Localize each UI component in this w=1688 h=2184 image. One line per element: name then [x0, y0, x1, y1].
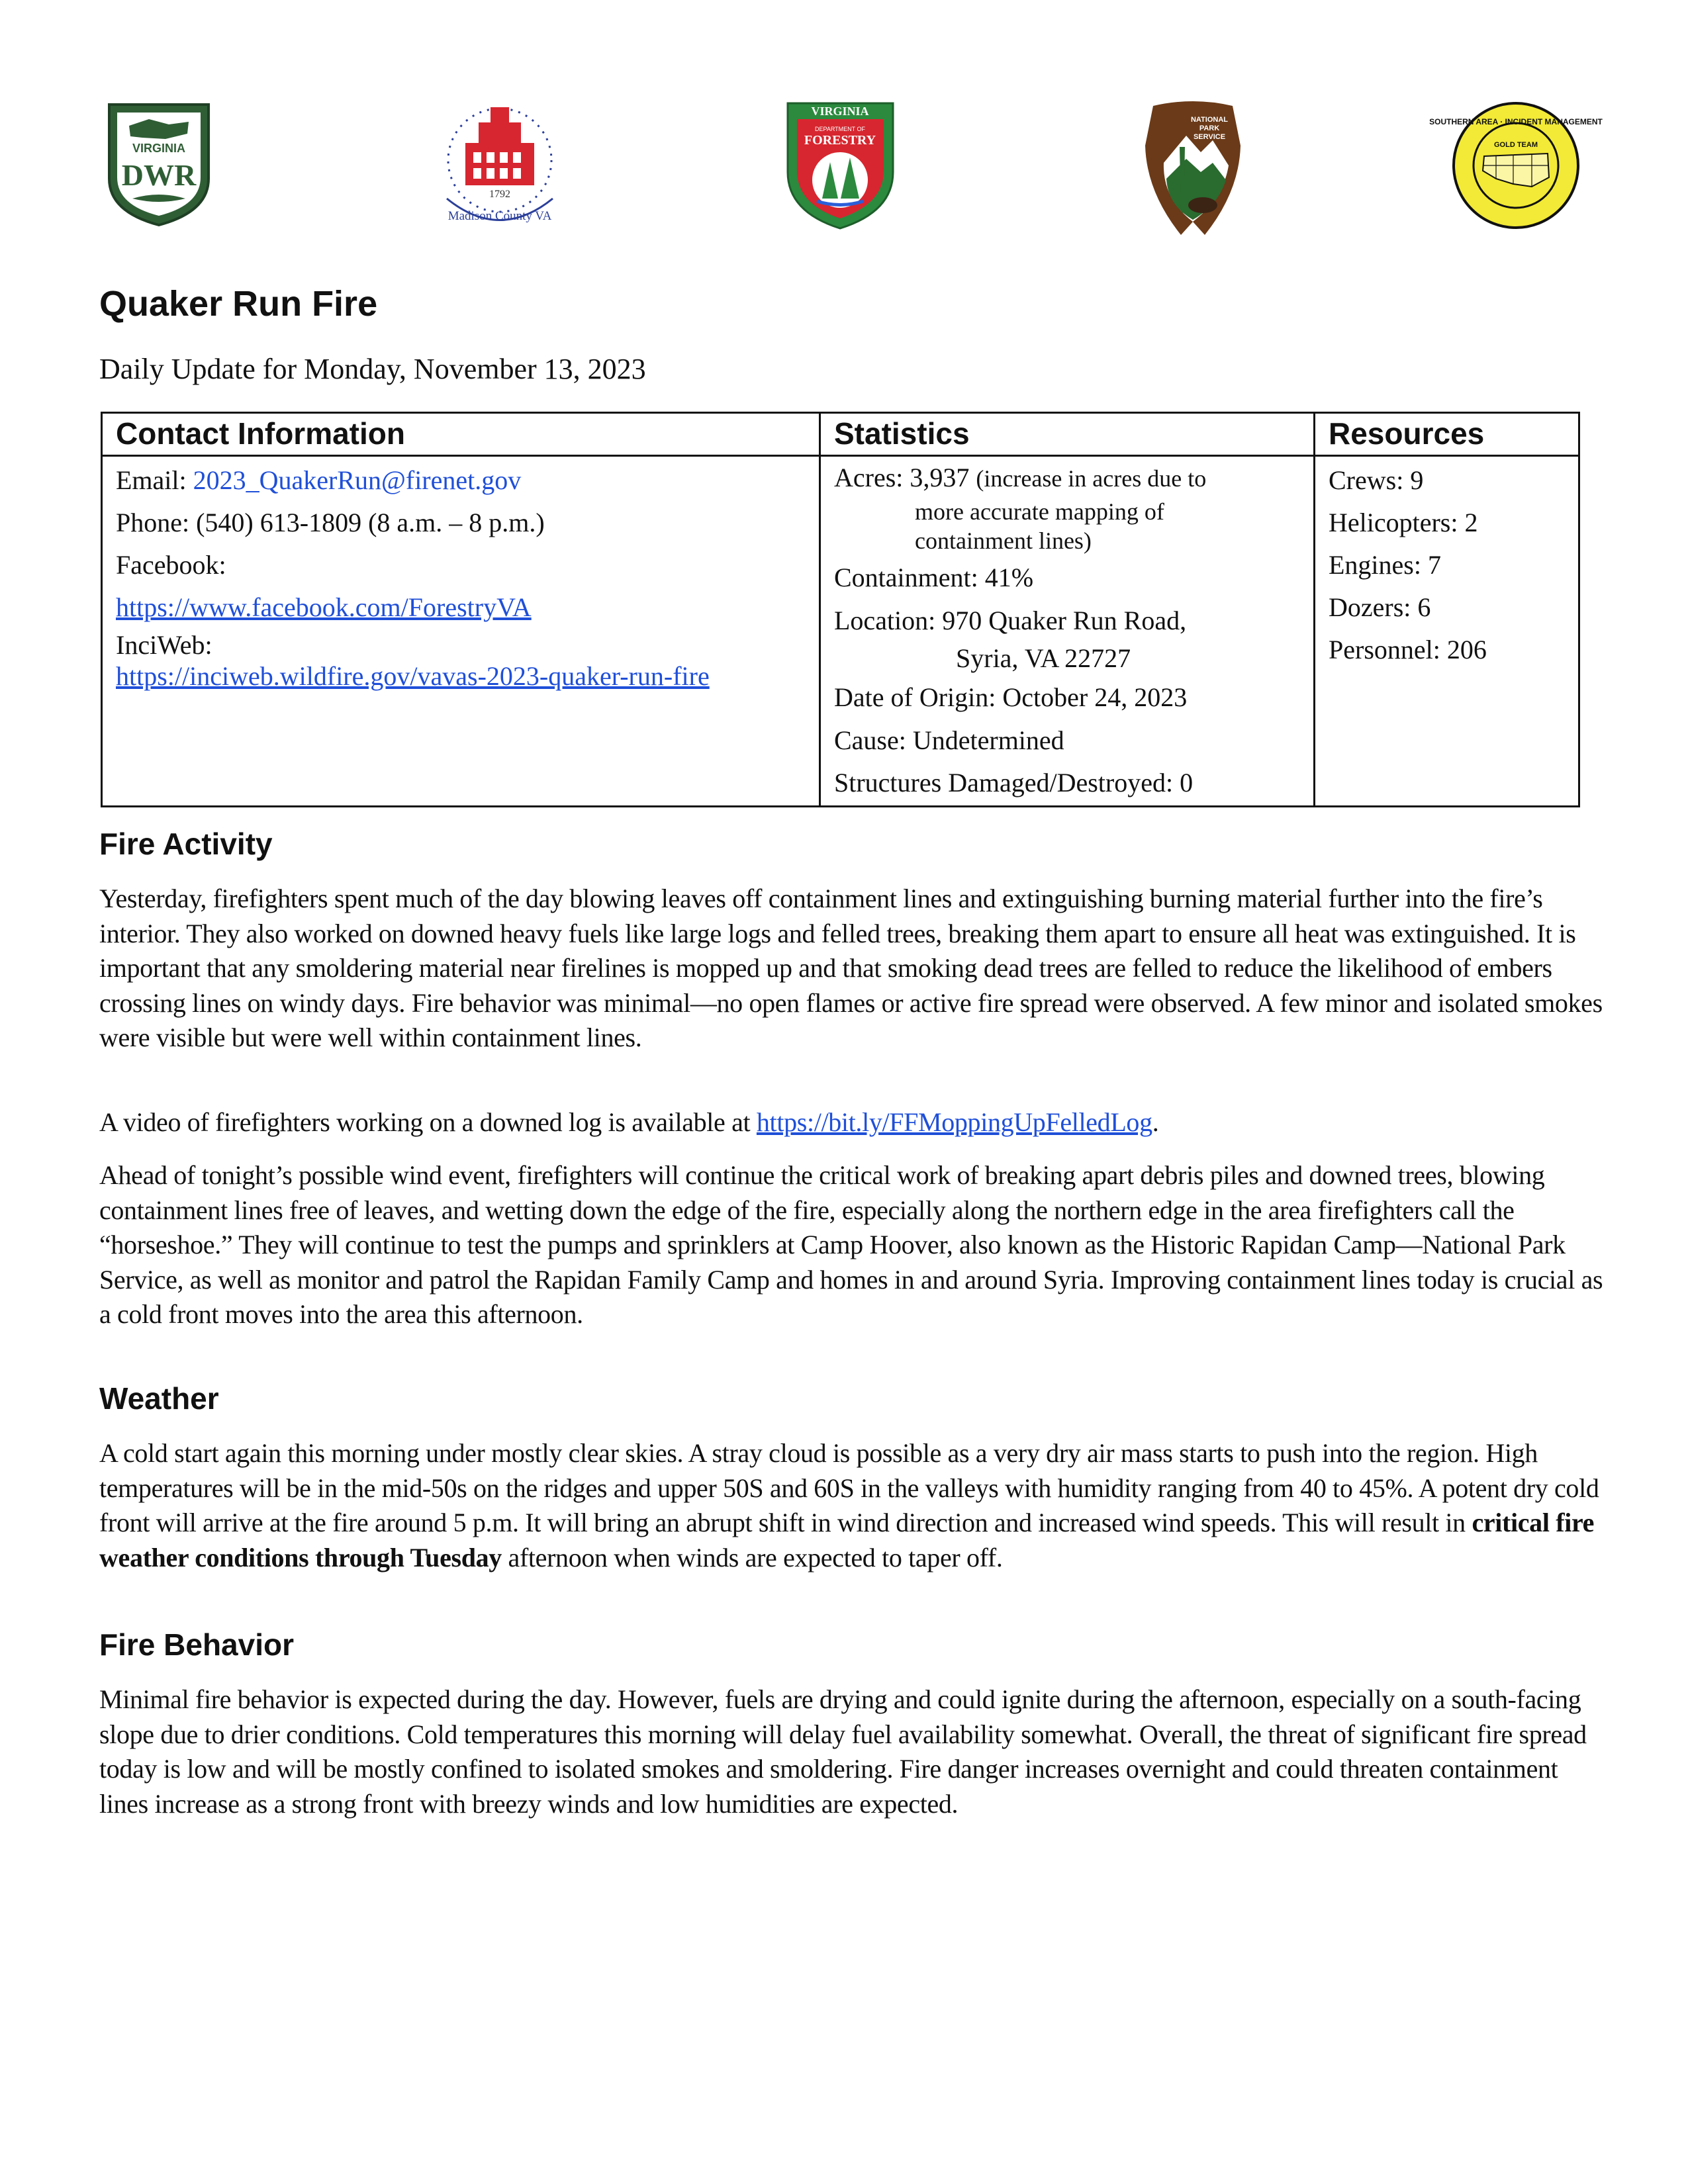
fire-behavior-paragraph: Minimal fire behavior is expected during the day. However, fuels are drying and could ignite during the afternoon, especially on a south-facing slope due to drier conditions. Cold temperatures this morning will delay fuel availability somewhat. Overall, the threat of significant fire spread today is low and will be mostly confined to isolated smokes and smoldering. Fire danger increases overnight and could threaten containment lines increase as a strong front with breezy winds and low humidities are expected. — [99, 1684, 1587, 1819]
fire-activity-paragraph-1: Yesterday, firefighters spent much of the day blowing leaves off containment lines and extinguishing burning material further into the fire’s interior. They also worked on downed heavy fuels like large logs and felled trees, breaking them apart to ensure all heat was extinguished. It is important that any smoldering material near firelines is mopped up and that smoking dead trees are felled to reduce the likelihood of embers crossing lines on windy days. Fire behavior was minimal—no open flames or active fire spread were observed. A few minor and isolated smokes were visible but were well within containment lines. — [99, 884, 1603, 1052]
svg-text:DEPARTMENT OF: DEPARTMENT OF — [814, 126, 866, 132]
acres-row: Acres: 3,937 (increase in acres due to — [834, 463, 1207, 492]
video-link[interactable]: https://bit.ly/FFMoppingUpFelledLog — [756, 1107, 1152, 1137]
svg-text:SOUTHERN AREA · INCIDENT MANAG: SOUTHERN AREA · INCIDENT MANAGEMENT — [1429, 117, 1603, 126]
phone-row: Phone: (540) 613-1809 (8 a.m. – 8 p.m.) — [116, 508, 545, 537]
svg-text:VIRGINIA: VIRGINIA — [132, 142, 186, 155]
virginia-dwr-logo — [103, 99, 215, 228]
svg-text:NATIONAL: NATIONAL — [1190, 116, 1229, 124]
facebook-label: Facebook: — [116, 550, 226, 580]
statistics-header: Statistics — [820, 413, 1315, 456]
svg-text:SERVICE: SERVICE — [1193, 133, 1226, 141]
daily-update-date: Daily Update for Monday, November 13, 2023 — [99, 353, 646, 385]
svg-text:1792: 1792 — [489, 189, 510, 200]
southern-area-incident-management-logo — [1429, 99, 1603, 232]
resources-cell — [1315, 456, 1579, 807]
acres-note-3: containment lines) — [915, 527, 1092, 554]
svg-text:VIRGINIA: VIRGINIA — [811, 105, 869, 118]
resources-header: Resources — [1315, 413, 1579, 456]
email-link[interactable]: 2023_QuakerRun@firenet.gov — [193, 465, 522, 495]
facebook-link[interactable]: https://www.facebook.com/ForestryVA — [116, 592, 532, 622]
weather-heading: Weather — [99, 1381, 219, 1416]
inciweb-link[interactable]: https://inciweb.wildfire.gov/vavas-2023-quaker-run-fire — [116, 661, 710, 691]
svg-text:PARK: PARK — [1199, 124, 1220, 132]
dozers-row: Dozers: 6 — [1329, 592, 1431, 622]
madison-county-logo — [434, 99, 566, 232]
crews-row: Crews: 9 — [1329, 465, 1424, 495]
structures-row: Structures Damaged/Destroyed: 0 — [834, 768, 1194, 797]
containment-row: Containment: 41% — [834, 563, 1034, 592]
page-title: Quaker Run Fire — [99, 284, 378, 324]
fire-activity-heading: Fire Activity — [99, 827, 273, 861]
location-row-2: Syria, VA 22727 — [956, 643, 1131, 673]
email-row: Email: 2023_QuakerRun@firenet.gov — [116, 465, 522, 495]
weather-paragraph: A cold start again this morning under mostly clear skies. A stray cloud is possible as a very dry air mass starts to push into the region. High temperatures will be in the mid-50s on the ridges and upper 50S and 60S in the valleys with humidity ranging from 40 to 45%. A potent dry cold front will arrive at the fire around 5 p.m. It will bring an abrupt shift in wind direction and increased wind speeds. This will result in critical fire weather conditions through Tuesday afternoon when winds are expected to taper off. — [99, 1438, 1599, 1572]
fire-activity-paragraph-2: A video of firefighters working on a downed log is available at https://bit.ly/FFMoppingUpFelledLog. — [99, 1107, 1159, 1137]
svg-text:GOLD TEAM: GOLD TEAM — [1494, 141, 1538, 149]
location-row: Location: 970 Quaker Run Road, — [834, 606, 1187, 635]
svg-text:Madison County VA: Madison County VA — [447, 209, 552, 223]
acres-note-2: more accurate mapping of — [915, 498, 1164, 525]
contact-header: Contact Information — [102, 413, 820, 456]
contact-cell — [102, 456, 820, 807]
fire-info-table — [101, 412, 1580, 807]
engines-row: Engines: 7 — [1329, 550, 1441, 580]
cause-row: Cause: Undetermined — [834, 725, 1064, 755]
helicopters-row: Helicopters: 2 — [1329, 508, 1478, 537]
critical-weather-bold: critical fire weather conditions through Tuesday — [99, 1508, 1595, 1572]
fire-behavior-heading: Fire Behavior — [99, 1627, 294, 1662]
national-park-service-logo — [1140, 99, 1246, 238]
fire-activity-paragraph-3: Ahead of tonight’s possible wind event, firefighters will continue the critical work of breaking apart debris piles and downed trees, blowing containment lines free of leaves, and wetting down the edge of the fire, especially along the northern edge in the area firefighters call the “horseshoe.” They will continue to test the pumps and sprinklers at Camp Hoover, also known as the Historic Rapidan Camp—National Park Service, as well as monitor and patrol the Rapidan Family Camp and homes in and around Syria. Improving containment lines today is crucial as a cold front moves into the area this afternoon. — [99, 1160, 1603, 1329]
origin-row: Date of Origin: October 24, 2023 — [834, 682, 1188, 712]
svg-text:DWR: DWR — [121, 158, 197, 192]
inciweb-label: InciWeb: — [116, 630, 212, 660]
statistics-cell — [820, 456, 1315, 807]
personnel-row: Personnel: 206 — [1329, 635, 1487, 664]
svg-text:FORESTRY: FORESTRY — [804, 133, 876, 148]
virginia-forestry-logo — [782, 99, 898, 232]
